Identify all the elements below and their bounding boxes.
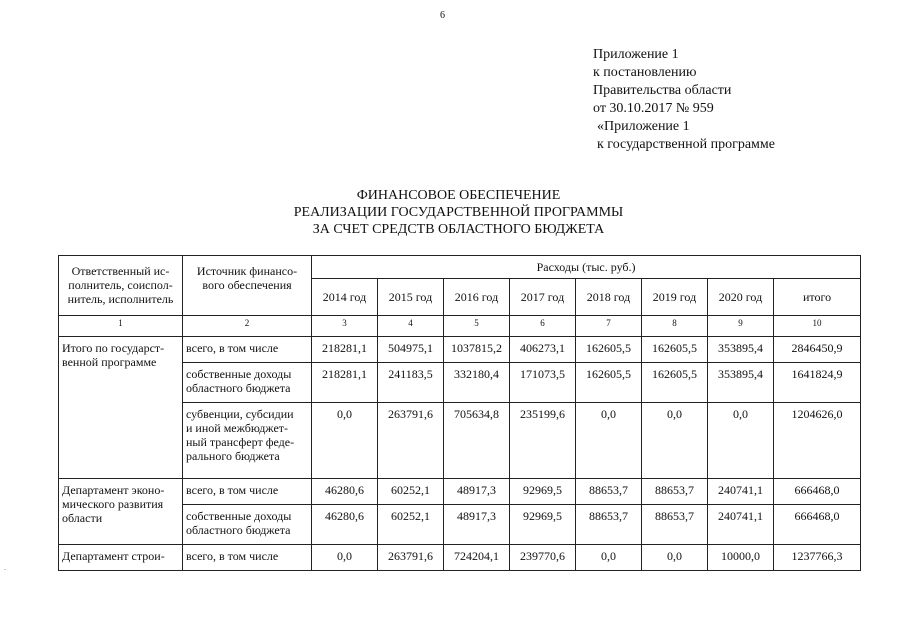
column-number: 2 bbox=[183, 316, 312, 337]
value-cell: 263791,6 bbox=[378, 403, 444, 479]
column-number: 1 bbox=[59, 316, 183, 337]
source-cell: всего, в том числе bbox=[183, 545, 312, 571]
value-cell: 239770,6 bbox=[510, 545, 576, 571]
value-cell: 60252,1 bbox=[378, 505, 444, 545]
annex-line: к постановлению bbox=[593, 65, 697, 80]
source-cell: всего, в том числе bbox=[183, 337, 312, 363]
header-year: итого bbox=[774, 279, 861, 316]
value-cell: 240741,1 bbox=[708, 479, 774, 505]
value-cell: 406273,1 bbox=[510, 337, 576, 363]
value-cell: 0,0 bbox=[312, 545, 378, 571]
value-cell: 0,0 bbox=[576, 403, 642, 479]
annex-header bbox=[593, 46, 775, 154]
value-cell: 218281,1 bbox=[312, 363, 378, 403]
value-cell: 724204,1 bbox=[444, 545, 510, 571]
annex-line: «Приложение 1 bbox=[597, 119, 690, 134]
value-cell: 1237766,3 bbox=[774, 545, 861, 571]
header-year: 2018 год bbox=[576, 279, 642, 316]
annex-line: Приложение 1 bbox=[593, 47, 679, 62]
executor-cell: Департамент эконо- мического развития области bbox=[59, 479, 183, 545]
annex-line: к государственной программе bbox=[597, 137, 775, 152]
financing-table bbox=[58, 255, 861, 571]
column-number: 3 bbox=[312, 316, 378, 337]
header-responsible: Ответственный ис- полнитель, соиспол- нитель, исполнитель bbox=[59, 256, 183, 316]
title-line: ФИНАНСОВОЕ ОБЕСПЕЧЕНИЕ bbox=[356, 188, 561, 203]
value-cell: 88653,7 bbox=[642, 505, 708, 545]
value-cell: 162605,5 bbox=[642, 363, 708, 403]
value-cell: 88653,7 bbox=[576, 505, 642, 545]
value-cell: 1641824,9 bbox=[774, 363, 861, 403]
column-number: 8 bbox=[642, 316, 708, 337]
value-cell: 46280,6 bbox=[312, 479, 378, 505]
annex-line: Правительства области bbox=[593, 83, 732, 98]
value-cell: 240741,1 bbox=[708, 505, 774, 545]
value-cell: 60252,1 bbox=[378, 479, 444, 505]
value-cell: 2846450,9 bbox=[774, 337, 861, 363]
executor-cell: Итого по государст- венной программе bbox=[59, 337, 183, 479]
page-number: 6 bbox=[440, 10, 445, 21]
table-row bbox=[59, 545, 861, 571]
value-cell: 504975,1 bbox=[378, 337, 444, 363]
value-cell: 46280,6 bbox=[312, 505, 378, 545]
document-title bbox=[0, 187, 905, 238]
value-cell: 162605,5 bbox=[642, 337, 708, 363]
value-cell: 171073,5 bbox=[510, 363, 576, 403]
value-cell: 666468,0 bbox=[774, 505, 861, 545]
table-row bbox=[59, 479, 861, 505]
column-number: 4 bbox=[378, 316, 444, 337]
header-year: 2015 год bbox=[378, 279, 444, 316]
column-number: 7 bbox=[576, 316, 642, 337]
value-cell: 332180,4 bbox=[444, 363, 510, 403]
table-row bbox=[59, 337, 861, 363]
value-cell: 353895,4 bbox=[708, 337, 774, 363]
value-cell: 88653,7 bbox=[576, 479, 642, 505]
value-cell: 218281,1 bbox=[312, 337, 378, 363]
value-cell: 0,0 bbox=[708, 403, 774, 479]
value-cell: 92969,5 bbox=[510, 479, 576, 505]
value-cell: 92969,5 bbox=[510, 505, 576, 545]
header-year: 2017 год bbox=[510, 279, 576, 316]
value-cell: 1037815,2 bbox=[444, 337, 510, 363]
header-expenses: Расходы (тыс. руб.) bbox=[312, 256, 861, 279]
title-line: ЗА СЧЕТ СРЕДСТВ ОБЛАСТНОГО БЮДЖЕТА bbox=[312, 222, 605, 237]
value-cell: 162605,5 bbox=[576, 337, 642, 363]
value-cell: 0,0 bbox=[312, 403, 378, 479]
source-cell: субвенции, субсидии и иной межбюджет- ный трансферт феде- рального бюджета bbox=[183, 403, 312, 479]
value-cell: 353895,4 bbox=[708, 363, 774, 403]
scan-mark: . bbox=[4, 563, 6, 572]
header-year: 2016 год bbox=[444, 279, 510, 316]
header-year: 2019 год bbox=[642, 279, 708, 316]
value-cell: 0,0 bbox=[642, 545, 708, 571]
value-cell: 162605,5 bbox=[576, 363, 642, 403]
title-line: РЕАЛИЗАЦИИ ГОСУДАРСТВЕННОЙ ПРОГРАММЫ bbox=[293, 205, 624, 220]
header-source: Источник финансо- вого обеспечения bbox=[183, 256, 312, 316]
value-cell: 1204626,0 bbox=[774, 403, 861, 479]
column-number: 5 bbox=[444, 316, 510, 337]
value-cell: 88653,7 bbox=[642, 479, 708, 505]
value-cell: 263791,6 bbox=[378, 545, 444, 571]
source-cell: собственные доходы областного бюджета bbox=[183, 505, 312, 545]
value-cell: 0,0 bbox=[642, 403, 708, 479]
value-cell: 10000,0 bbox=[708, 545, 774, 571]
column-number: 10 bbox=[774, 316, 861, 337]
value-cell: 0,0 bbox=[576, 545, 642, 571]
column-number: 9 bbox=[708, 316, 774, 337]
executor-cell: Департамент строи- bbox=[59, 545, 183, 571]
source-cell: собственные доходы областного бюджета bbox=[183, 363, 312, 403]
value-cell: 48917,3 bbox=[444, 479, 510, 505]
column-number: 6 bbox=[510, 316, 576, 337]
header-year: 2014 год bbox=[312, 279, 378, 316]
value-cell: 48917,3 bbox=[444, 505, 510, 545]
value-cell: 666468,0 bbox=[774, 479, 861, 505]
annex-line: от 30.10.2017 № 959 bbox=[593, 101, 714, 116]
value-cell: 241183,5 bbox=[378, 363, 444, 403]
value-cell: 705634,8 bbox=[444, 403, 510, 479]
source-cell: всего, в том числе bbox=[183, 479, 312, 505]
header-year: 2020 год bbox=[708, 279, 774, 316]
value-cell: 235199,6 bbox=[510, 403, 576, 479]
